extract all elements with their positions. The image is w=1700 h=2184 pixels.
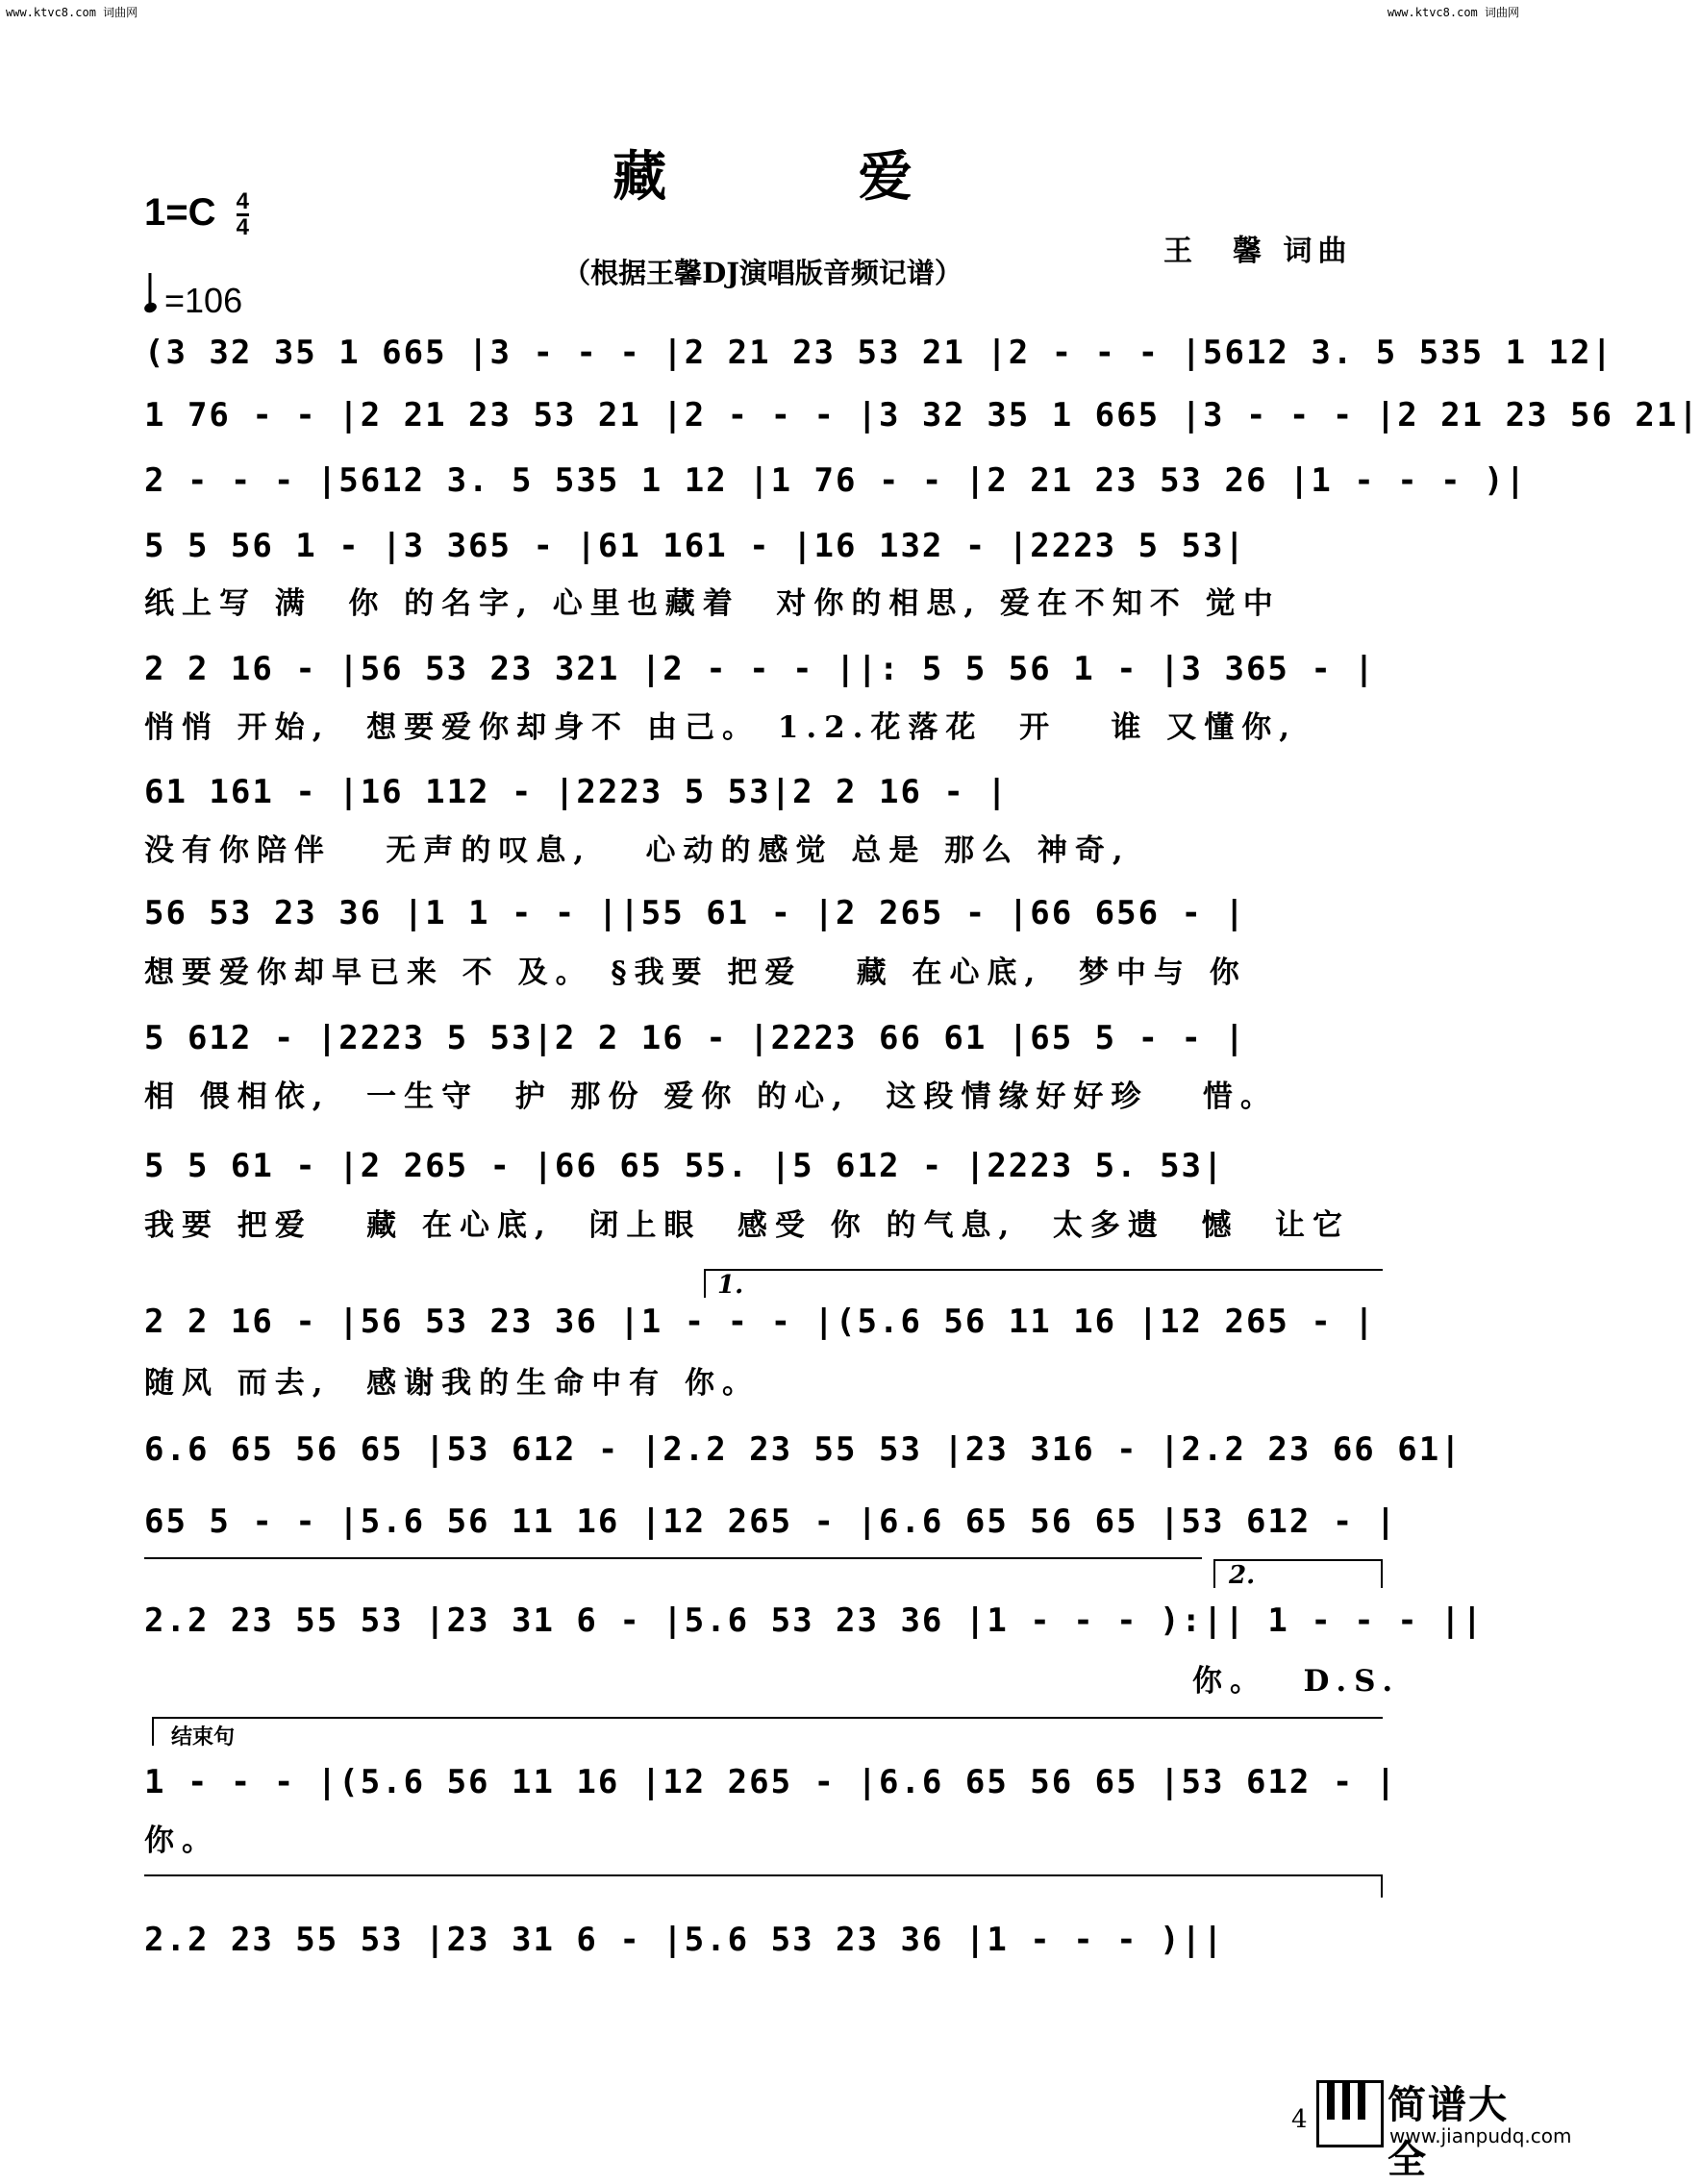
tempo-value: =106 bbox=[164, 281, 243, 320]
notation-line: 2.2 23 55 53 |23 31 6 - |5.6 53 23 36 |1 - - - ):|| 1 - - - || bbox=[144, 1601, 1485, 1640]
time-signature bbox=[237, 190, 249, 239]
volta-2-label: 2. bbox=[1229, 1561, 1256, 1590]
notation-line: 61 161 - |16 112 - |2223 5 53|2 2 16 - | bbox=[144, 773, 1009, 811]
site-logo bbox=[1303, 2067, 1572, 2182]
notation-line: 2 2 16 - |56 53 23 321 |2 - - - ||: 5 5 56 1 - |3 365 - | bbox=[144, 650, 1376, 688]
logo-name: 简谱大全 bbox=[1388, 2083, 1509, 2182]
notation-line: 1 - - - |(5.6 56 11 16 |12 265 - |6.6 65 56 65 |53 612 - | bbox=[144, 1763, 1398, 1801]
lyric-line: 随风 而去, 感谢我的生命中有 你。 bbox=[144, 1366, 760, 1401]
volta-bracket-1 bbox=[704, 1269, 1383, 1271]
ending-bracket bbox=[152, 1717, 1383, 1719]
lyric-line: 我要 把爱 藏 在心底, 闭上眼 感受 你 的气息, 太多遗 憾 让它 bbox=[144, 1208, 1351, 1243]
phrase-bracket bbox=[144, 1874, 1383, 1876]
time-top: 4 bbox=[236, 188, 249, 214]
key-signature bbox=[144, 190, 249, 239]
lyric-line: 纸上写 满 你 的名字, 心里也藏着 对你的相思, 爱在不知不 觉中 bbox=[144, 586, 1281, 621]
lyric-line: 没有你陪伴 无声的叹息, 心动的感觉 总是 那么 神奇, bbox=[144, 833, 1131, 868]
key-text: 1=C bbox=[144, 191, 216, 235]
notation-line: 1 76 - - |2 21 23 53 21 |2 - - - |3 32 35 1 665 |3 - - - |2 21 23 56 21| bbox=[144, 396, 1700, 434]
piano-icon bbox=[1316, 2080, 1384, 2147]
notation-line: 2 2 16 - |56 53 23 36 |1 - - - |(5.6 56 11 16 |12 265 - | bbox=[144, 1303, 1376, 1341]
notation-line: 2 - - - |5612 3. 5 535 1 12 |1 76 - - |2 21 23 53 26 |1 - - - )| bbox=[144, 461, 1528, 500]
volta-tick bbox=[704, 1269, 706, 1298]
subtitle: （根据王馨DJ演唱版音频记谱） bbox=[562, 257, 962, 289]
ending-label: 结束句 bbox=[171, 1725, 236, 1750]
notation-line: 5 5 56 1 - |3 365 - |61 161 - |16 132 - |2223 5 53| bbox=[144, 527, 1246, 565]
notation-line: (3 32 35 1 665 |3 - - - |2 21 23 53 21 |2 - - - |5612 3. 5 535 1 12| bbox=[144, 334, 1613, 372]
time-bottom: 4 bbox=[236, 214, 249, 240]
notation-line: 6.6 65 56 65 |53 612 - |2.2 23 55 53 |23 316 - |2.2 23 66 61| bbox=[144, 1430, 1462, 1469]
notation-line: 2.2 23 55 53 |23 31 6 - |5.6 53 23 36 |1 - - - )|| bbox=[144, 1921, 1225, 1959]
notation-line: 65 5 - - |5.6 56 11 16 |12 265 - |6.6 65 56 65 |53 612 - | bbox=[144, 1502, 1398, 1541]
notation-line: 56 53 23 36 |1 1 - - ||55 61 - |2 265 - |66 656 - | bbox=[144, 894, 1246, 932]
song-title: 藏 爱 bbox=[612, 145, 999, 209]
lyric-line: 相 偎相依, 一生守 护 那份 爱你 的心, 这段情缘好好珍 惜。 bbox=[144, 1080, 1278, 1114]
page-number: 4 bbox=[1291, 2105, 1308, 2134]
source-right: www.ktvc8.com 词曲网 bbox=[1387, 6, 1519, 19]
volta-1-label: 1. bbox=[717, 1271, 744, 1300]
phrase-tick bbox=[1381, 1874, 1383, 1898]
logo-url: www.jianpudq.com bbox=[1389, 2124, 1572, 2147]
lyric-line: 想要爱你却早已来 不 及。 §我要 把爱 藏 在心底, 梦中与 你 bbox=[144, 956, 1247, 990]
notation-line: 5 5 61 - |2 265 - |66 65 55. |5 612 - |2223 5. 53| bbox=[144, 1147, 1225, 1185]
lyric-line: 悄悄 开始, 想要爱你却身不 由己。 1.2.花落花 开 谁 又懂你, bbox=[144, 710, 1298, 745]
quarter-note-icon bbox=[143, 301, 159, 314]
tempo-mark bbox=[144, 281, 242, 321]
volta-extension bbox=[144, 1557, 1202, 1559]
lyric-line: 你。 bbox=[144, 1824, 219, 1858]
volta-tick bbox=[1213, 1559, 1215, 1588]
notation-line: 5 612 - |2223 5 53|2 2 16 - |2223 66 61 |65 5 - - | bbox=[144, 1019, 1246, 1057]
credit: 王 馨 词曲 bbox=[1163, 235, 1353, 268]
source-left: www.ktvc8.com 词曲网 bbox=[6, 6, 138, 19]
ending-tick bbox=[152, 1717, 154, 1746]
lyric-line: 你。 D.S. bbox=[144, 1664, 1401, 1699]
volta-tick bbox=[1381, 1559, 1383, 1588]
